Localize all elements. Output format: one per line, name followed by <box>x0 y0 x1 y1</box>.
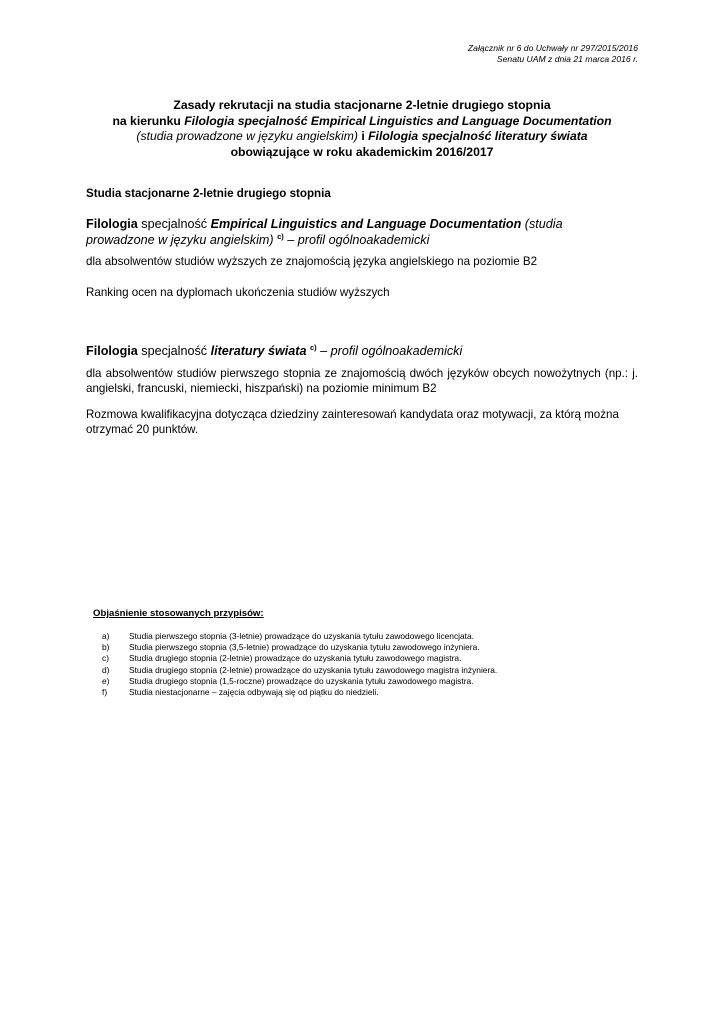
section-heading: Studia stacjonarne 2-letnie drugiego stopnia <box>86 187 331 200</box>
footnotes-title: Objaśnienie stosowanych przypisów: <box>93 608 264 619</box>
program-1-spec-word: specjalność <box>137 217 211 231</box>
program-2-requirement: dla absolwentów studiów pierwszego stopnia ze znajomością dwóch języków obcych nowożytnych (np.: j. angielski, francuski, niemiecki, hiszpański) na poziomie minimum B2 <box>86 367 638 395</box>
footnote-text: Studia drugiego stopnia (2-letnie) prowadzące do uzyskania tytułu zawodowego magistra. <box>129 653 462 664</box>
program-2-spec-word: specjalność <box>137 344 211 358</box>
title-line-3 <box>86 129 638 145</box>
footnote-letter: e) <box>102 675 110 686</box>
program-1-heading <box>86 216 638 248</box>
footnote-text: Studia drugiego stopnia (1,5-roczne) prowadzące do uzyskania tytułu zawodowego magistra. <box>129 675 474 686</box>
program-2-criteria: Rozmowa kwalifikacyjna dotycząca dziedziny zainteresowań kandydata oraz motywacji, za którą można otrzymać 20 punktów. <box>86 408 619 436</box>
footnote-item <box>102 642 622 653</box>
title-line-3-italic: (studia prowadzone w języku angielskim) <box>136 129 358 143</box>
title-line-2-italic: Filologia specjalność Empirical Linguistics and Language Documentation <box>184 113 612 128</box>
program-2-field: Filologia <box>86 344 138 358</box>
title-line-3-italic-bold: Filologia specjalność literatury świata <box>368 129 588 143</box>
program-2-profile: – profil ogólnoakademicki <box>316 344 463 358</box>
footnote-item <box>102 653 622 664</box>
program-1-field: Filologia <box>86 217 138 231</box>
footnote-letter: a) <box>102 631 110 641</box>
annex-header <box>468 43 638 65</box>
annex-line-2: Senatu UAM z dnia 21 marca 2016 r. <box>496 54 638 64</box>
footnote-text: Studia pierwszego stopnia (3-letnie) prowadzące do uzyskania tytułu zawodowego licencjata. <box>129 631 474 641</box>
program-1-criteria: Ranking ocen na dyplomach ukończenia studiów wyższych <box>86 286 390 299</box>
program-1-spec-note-a: (studia <box>521 217 563 231</box>
footnote-item <box>102 631 622 642</box>
footnote-text: Studia pierwszego stopnia (3,5-letnie) prowadzące do uzyskania tytułu zawodowego inżyniera. <box>129 642 480 653</box>
footnotes-list <box>102 631 622 698</box>
annex-line-1: Załącznik nr 6 do Uchwały nr 297/2015/2016 <box>467 43 638 53</box>
program-1-profile: – profil ogólnoakademicki <box>283 233 430 247</box>
title-line-3-mid: i <box>357 129 369 143</box>
footnote-item <box>102 665 622 676</box>
footnote-letter: b) <box>102 642 110 653</box>
program-1-spec-name: Empirical Linguistics and Language Documentation <box>210 217 522 231</box>
document-title <box>86 98 638 160</box>
program-1-footnote-ref: c) <box>277 231 284 241</box>
title-line-1: Zasady rekrutacji na studia stacjonarne 2-letnie drugiego stopnia <box>173 98 551 112</box>
program-1-spec-note-b: prowadzone w języku angielskim) <box>86 233 274 247</box>
program-2-footnote-ref: c) <box>310 342 317 352</box>
footnote-text: Studia drugiego stopnia (2-letnie) prowadzące do uzyskania tytułu zawodowego magistra inżyniera. <box>129 664 498 675</box>
program-2-heading <box>86 343 638 359</box>
title-line-4: obowiązujące w roku akademickim 2016/2017 <box>230 144 494 159</box>
footnote-item <box>102 676 622 687</box>
footnote-item <box>102 687 622 698</box>
title-line-2-prefix: na kierunku <box>112 113 185 128</box>
footnote-text: Studia niestacjonarne – zajęcia odbywają się od piątku do niedzieli. <box>129 687 379 698</box>
footnote-letter: f) <box>102 687 108 698</box>
footnote-letter: d) <box>102 664 110 675</box>
title-line-2 <box>86 114 638 130</box>
program-2-spec-name: literatury świata <box>210 344 307 358</box>
footnote-letter: c) <box>102 653 109 664</box>
program-1-requirement: dla absolwentów studiów wyższych ze znajomością języka angielskiego na poziomie B2 <box>86 255 538 268</box>
